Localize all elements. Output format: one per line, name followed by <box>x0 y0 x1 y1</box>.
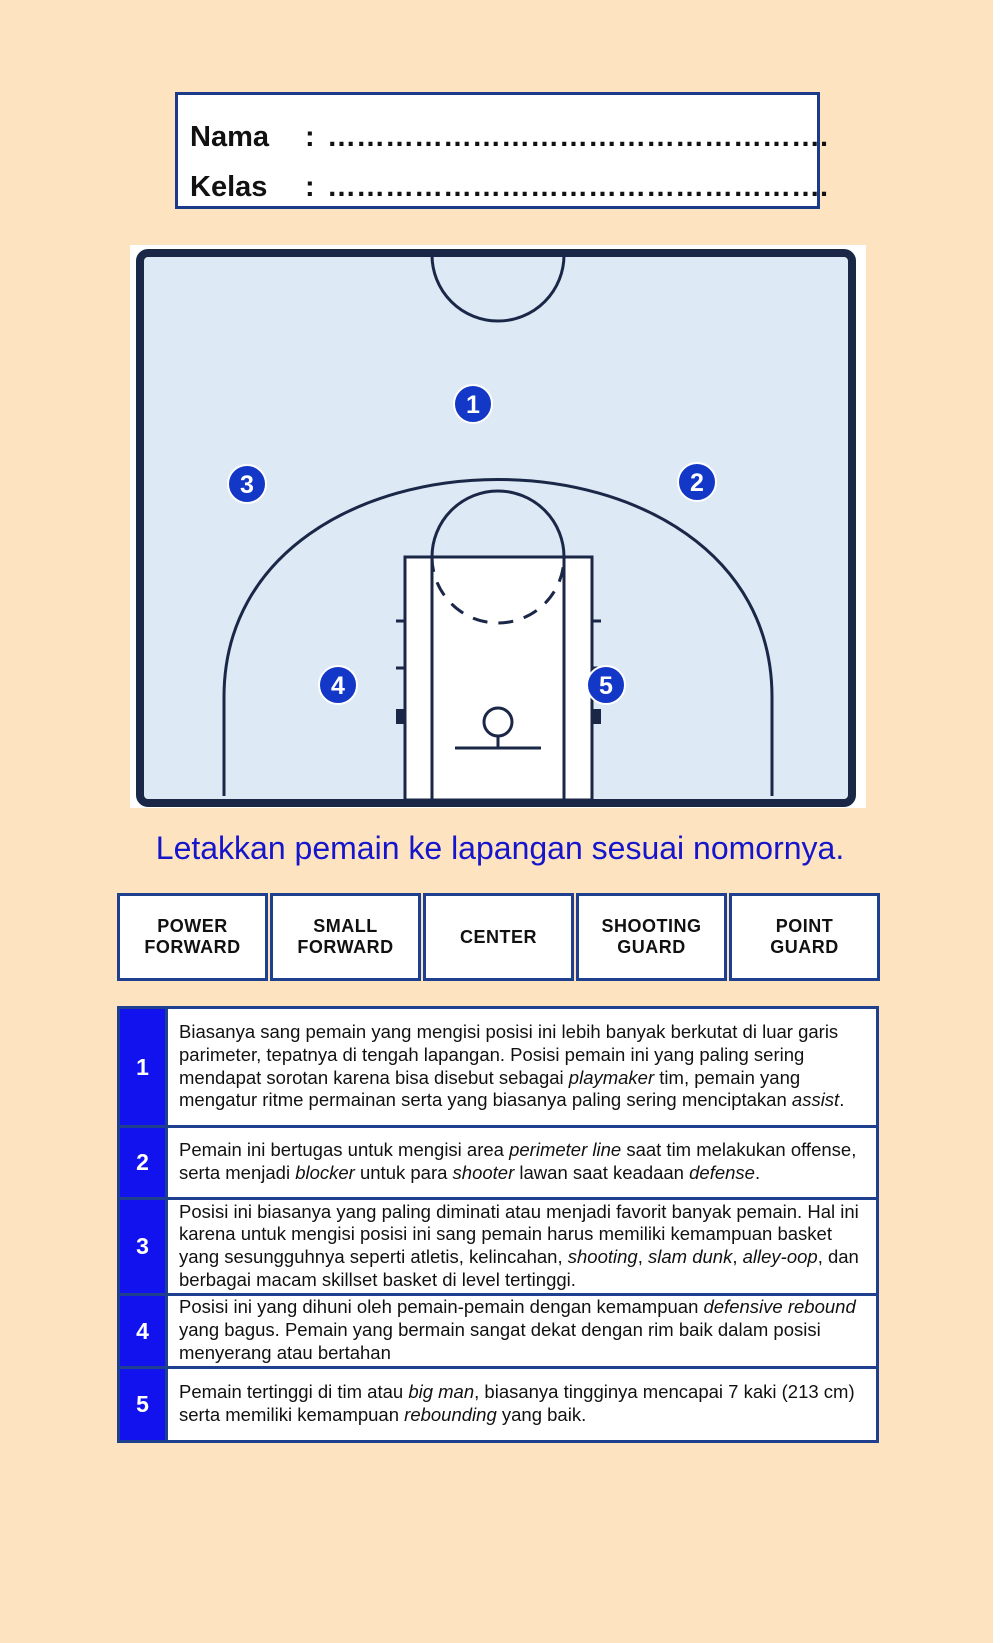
description-text: Posisi ini yang dihuni oleh pemain-pemain dengan kemampuan <box>179 1296 704 1318</box>
row-description <box>168 1009 876 1125</box>
description-text: saat tim melakukan offense, serta menjadi <box>179 1139 857 1183</box>
basketball-court <box>130 245 866 808</box>
description-text: blocker <box>295 1162 355 1183</box>
option-small-forward[interactable]: SMALL FORWARD <box>270 893 421 981</box>
description-text: slam dunk <box>648 1246 733 1267</box>
position-marker-3 <box>228 465 266 503</box>
description-text: tim, pemain yang mengatur ritme permainan serta yang biasanya paling sering menciptakan <box>179 1066 801 1111</box>
row-number: 1 <box>120 1009 168 1125</box>
option-power-forward[interactable]: POWER FORWARD <box>117 893 268 981</box>
kelas-separator: : <box>305 171 315 203</box>
option-point-guard[interactable]: POINT GUARD <box>729 893 880 981</box>
table-row <box>120 1366 876 1440</box>
position-marker-1 <box>454 385 492 423</box>
option-center[interactable]: CENTER <box>423 893 574 981</box>
block-mark-right <box>592 709 601 724</box>
row-description <box>168 1200 876 1293</box>
description-text: rebounding <box>404 1404 497 1425</box>
kelas-label: Kelas <box>190 171 268 203</box>
description-text: lawan saat keadaan <box>514 1162 690 1183</box>
row-description <box>168 1296 876 1366</box>
option-shooting-guard[interactable]: SHOOTING GUARD <box>576 893 727 981</box>
description-text: Posisi ini biasanya yang paling diminati atau menjadi favorit banyak pemain. Hal ini karena untuk mengisi posisi ini sang pemain harus memiliki kemampuan basket yang sesungguhnya seperti atletis, kelincahan, <box>179 1200 859 1267</box>
block-mark-left <box>396 709 405 724</box>
position-marker-4 <box>319 666 357 704</box>
table-row <box>120 1009 876 1125</box>
description-text: . <box>754 1162 761 1183</box>
instruction-text: Letakkan pemain ke lapangan sesuai nomornya. <box>155 830 845 866</box>
description-text: , dan berbagai macam skillset basket di level tertinggi. <box>179 1246 859 1290</box>
table-row <box>120 1197 876 1293</box>
nama-row <box>190 121 828 154</box>
description-text: yang baik. <box>496 1404 587 1425</box>
description-text: untuk para <box>354 1162 453 1183</box>
table-row <box>120 1125 876 1197</box>
description-text: , <box>637 1246 648 1267</box>
row-description <box>168 1128 876 1197</box>
description-text: big man <box>408 1381 475 1403</box>
nama-separator: : <box>305 121 315 153</box>
description-text: Pemain tertinggi di tim atau <box>179 1381 409 1403</box>
court-diagram <box>130 245 866 808</box>
row-number: 5 <box>120 1369 168 1440</box>
description-text: playmaker <box>568 1066 655 1088</box>
description-table <box>117 1006 879 1443</box>
description-text: Biasanya sang pemain yang mengisi posisi ini lebih banyak berkutat di luar garis parimeter, tepatnya di tengah lapangan. Posisi pemain ini yang paling sering mendapat sorotan karena bisa disebut sebagai <box>179 1021 839 1088</box>
description-text: alley-oop <box>742 1246 818 1267</box>
description-text: , <box>732 1246 743 1267</box>
description-text: defensive rebound <box>703 1296 856 1318</box>
kelas-row <box>190 171 828 204</box>
row-number: 2 <box>120 1128 168 1197</box>
table-row <box>120 1293 876 1366</box>
row-description <box>168 1369 876 1440</box>
position-marker-number: 2 <box>690 469 704 497</box>
description-text: , biasanya tingginya mencapai 7 kaki (213 cm) serta memiliki kemampuan <box>179 1381 855 1425</box>
description-text: shooter <box>452 1162 515 1183</box>
position-marker-number: 4 <box>331 672 345 700</box>
position-options-row <box>117 893 880 981</box>
description-text: shooting <box>567 1246 638 1267</box>
nama-blank[interactable]: ……………………………………………. <box>327 121 829 153</box>
description-text: Pemain ini bertugas untuk mengisi area <box>179 1139 510 1161</box>
rim <box>484 708 512 736</box>
description-text: assist <box>791 1089 840 1111</box>
row-number: 3 <box>120 1200 168 1293</box>
page-edge-strip <box>993 0 1000 1643</box>
position-marker-number: 3 <box>240 471 254 499</box>
row-number: 4 <box>120 1296 168 1366</box>
kelas-blank[interactable]: ……………………………………………. <box>327 171 829 203</box>
description-text: defense <box>689 1162 755 1183</box>
position-marker-5 <box>587 666 625 704</box>
position-marker-2 <box>678 463 716 501</box>
student-info-box <box>175 92 829 209</box>
description-text: perimeter line <box>509 1139 622 1161</box>
position-marker-number: 1 <box>466 391 480 419</box>
description-text: . <box>839 1089 845 1111</box>
position-marker-number: 5 <box>599 672 613 700</box>
description-text: yang bagus. Pemain yang bermain sangat dekat dengan rim baik dalam posisi menyerang atau bertahan <box>179 1319 821 1363</box>
nama-label: Nama <box>190 121 269 153</box>
